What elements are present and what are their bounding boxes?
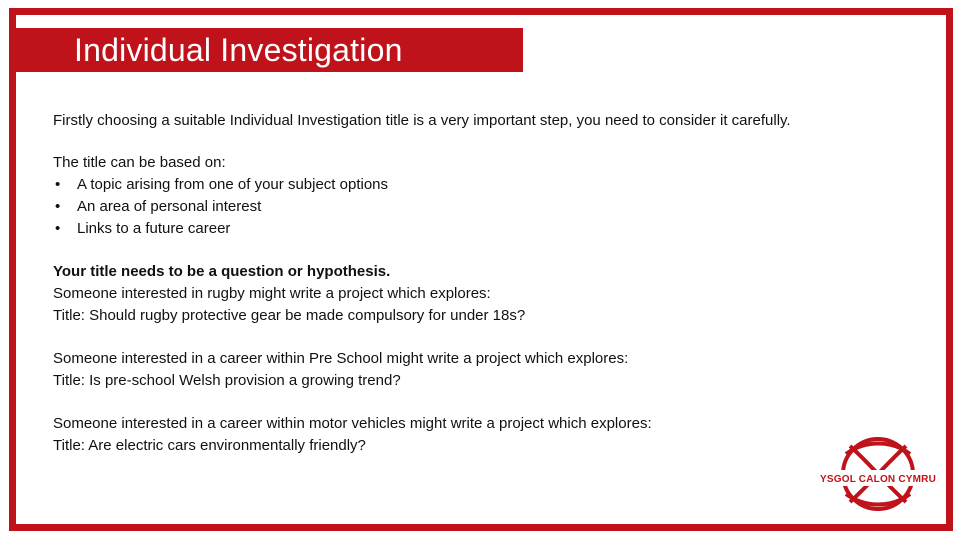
- bullet-marker: •: [55, 198, 61, 215]
- bullet-item: [53, 196, 913, 218]
- bullet-marker: •: [55, 176, 61, 193]
- based-on-heading: The title can be based on:: [53, 154, 226, 171]
- requirement-text: Your title needs to be a question or hypothesis.: [53, 263, 391, 280]
- example-line: Someone interested in a career within motor vehicles might write a project which explores:: [53, 415, 652, 432]
- intro-paragraph: Firstly choosing a suitable Individual Investigation title is a very important step, you need to consider it carefully.: [53, 112, 791, 129]
- bullet-text: Links to a future career: [77, 220, 231, 237]
- school-logo-text: YSGOL CALON CYMRU: [820, 474, 936, 485]
- example-line: Someone interested in a career within Pre School might write a project which explores:: [53, 350, 629, 367]
- school-logo: [810, 432, 946, 520]
- bullet-item: [53, 174, 913, 196]
- title-bar: [16, 28, 523, 72]
- page-title: Individual Investigation: [74, 32, 403, 68]
- bullet-text: A topic arising from one of your subject options: [77, 176, 389, 193]
- bullet-text: An area of personal interest: [77, 198, 262, 215]
- example-title: Title: Are electric cars environmentally friendly?: [53, 437, 366, 454]
- bullet-marker: •: [55, 220, 61, 237]
- example-line: Someone interested in rugby might write a project which explores:: [53, 285, 491, 302]
- slide-content: [53, 110, 913, 457]
- example-title: Title: Should rugby protective gear be made compulsory for under 18s?: [53, 307, 526, 324]
- bullet-item: [53, 218, 913, 240]
- example-title: Title: Is pre-school Welsh provision a growing trend?: [53, 372, 401, 389]
